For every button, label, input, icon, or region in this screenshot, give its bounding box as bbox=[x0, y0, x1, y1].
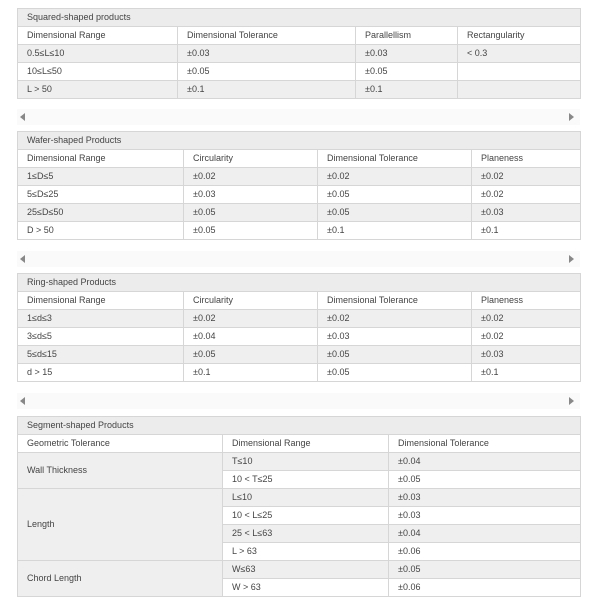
column-header: Circularity bbox=[184, 150, 318, 168]
table-cell: ±0.1 bbox=[184, 364, 318, 382]
table-cell: ±0.03 bbox=[184, 186, 318, 204]
table-cell: 10 < L≤25 bbox=[223, 507, 389, 525]
table-cell: ±0.06 bbox=[389, 579, 581, 597]
column-header: Dimensional Tolerance bbox=[318, 292, 472, 310]
group-label: Wall Thickness bbox=[18, 453, 223, 489]
table-title: Segment-shaped Products bbox=[18, 417, 581, 435]
table-cell: ±0.02 bbox=[318, 310, 472, 328]
column-header: Dimensional Range bbox=[18, 150, 184, 168]
table-cell: W > 63 bbox=[223, 579, 389, 597]
table-cell: ±0.03 bbox=[472, 346, 581, 364]
arrow-right-icon[interactable] bbox=[569, 255, 574, 263]
column-header: Dimensional Tolerance bbox=[389, 435, 581, 453]
table-title: Wafer-shaped Products bbox=[18, 132, 581, 150]
arrow-left-icon[interactable] bbox=[20, 255, 25, 263]
table-cell: ±0.02 bbox=[472, 186, 581, 204]
column-header: Dimensional Tolerance bbox=[178, 27, 356, 45]
wafer-products-table bbox=[17, 131, 581, 240]
column-header: Planeness bbox=[472, 150, 581, 168]
column-header: Dimensional Range bbox=[18, 27, 178, 45]
table-cell: ±0.03 bbox=[356, 45, 458, 63]
table-cell: 5≤D≤25 bbox=[18, 186, 184, 204]
table-cell: ±0.04 bbox=[389, 453, 581, 471]
table-cell: ±0.05 bbox=[184, 346, 318, 364]
table-cell bbox=[458, 63, 581, 81]
table-cell: ±0.1 bbox=[472, 222, 581, 240]
table-cell: 3≤d≤5 bbox=[18, 328, 184, 346]
horizontal-scrollbar[interactable] bbox=[17, 109, 580, 125]
table-cell: 25≤D≤50 bbox=[18, 204, 184, 222]
table-cell: L > 63 bbox=[223, 543, 389, 561]
arrow-left-icon[interactable] bbox=[20, 397, 25, 405]
table-cell: ±0.05 bbox=[178, 63, 356, 81]
table-cell: W≤63 bbox=[223, 561, 389, 579]
table-row bbox=[18, 310, 581, 328]
table-cell: 10 < T≤25 bbox=[223, 471, 389, 489]
table-row bbox=[18, 186, 581, 204]
table-cell: ±0.03 bbox=[389, 507, 581, 525]
table-row bbox=[18, 222, 581, 240]
table-cell: T≤10 bbox=[223, 453, 389, 471]
table-cell: D > 50 bbox=[18, 222, 184, 240]
column-header: Circularity bbox=[184, 292, 318, 310]
table-cell: 10≤L≤50 bbox=[18, 63, 178, 81]
table-row bbox=[18, 346, 581, 364]
table-row bbox=[18, 81, 581, 99]
table-cell: 1≤d≤3 bbox=[18, 310, 184, 328]
horizontal-scrollbar[interactable] bbox=[17, 393, 580, 409]
table-cell bbox=[458, 81, 581, 99]
ring-products-table bbox=[17, 273, 581, 382]
table-title: Ring-shaped Products bbox=[18, 274, 581, 292]
table-cell: 25 < L≤63 bbox=[223, 525, 389, 543]
table-cell: ±0.03 bbox=[178, 45, 356, 63]
column-header: Dimensional Range bbox=[18, 292, 184, 310]
table-row bbox=[18, 561, 581, 579]
table-row bbox=[18, 63, 581, 81]
table-cell: ±0.04 bbox=[184, 328, 318, 346]
table-cell: ±0.02 bbox=[472, 168, 581, 186]
table-cell: ±0.03 bbox=[389, 489, 581, 507]
arrow-right-icon[interactable] bbox=[569, 113, 574, 121]
table-cell: ±0.05 bbox=[318, 186, 472, 204]
table-cell: d > 15 bbox=[18, 364, 184, 382]
table-cell: 5≤d≤15 bbox=[18, 346, 184, 364]
horizontal-scrollbar[interactable] bbox=[17, 251, 580, 267]
table-cell: ±0.03 bbox=[318, 328, 472, 346]
column-header: Dimensional Tolerance bbox=[318, 150, 472, 168]
segment-products-table bbox=[17, 416, 581, 597]
table-row bbox=[18, 204, 581, 222]
table-row bbox=[18, 453, 581, 471]
group-label: Chord Length bbox=[18, 561, 223, 597]
table-title: Squared-shaped products bbox=[18, 9, 581, 27]
table-cell: ±0.03 bbox=[472, 204, 581, 222]
table-row bbox=[18, 364, 581, 382]
table-cell: L≤10 bbox=[223, 489, 389, 507]
table-cell: ±0.1 bbox=[356, 81, 458, 99]
table-cell: ±0.02 bbox=[472, 328, 581, 346]
table-row bbox=[18, 489, 581, 507]
column-header: Geometric Tolerance bbox=[18, 435, 223, 453]
table-cell: ±0.05 bbox=[318, 204, 472, 222]
table-cell: ±0.1 bbox=[318, 222, 472, 240]
table-row bbox=[18, 45, 581, 63]
table-cell: ±0.05 bbox=[356, 63, 458, 81]
column-header: Dimensional Range bbox=[223, 435, 389, 453]
table-cell: 0.5≤L≤10 bbox=[18, 45, 178, 63]
group-label: Length bbox=[18, 489, 223, 561]
table-cell: ±0.05 bbox=[318, 346, 472, 364]
column-header: Parallellism bbox=[356, 27, 458, 45]
table-cell: ±0.02 bbox=[184, 310, 318, 328]
arrow-right-icon[interactable] bbox=[569, 397, 574, 405]
table-cell: < 0.3 bbox=[458, 45, 581, 63]
table-cell: ±0.06 bbox=[389, 543, 581, 561]
table-cell: ±0.05 bbox=[389, 561, 581, 579]
table-row bbox=[18, 328, 581, 346]
table-cell: ±0.02 bbox=[184, 168, 318, 186]
squared-products-table bbox=[17, 8, 581, 99]
column-header: Rectangularity bbox=[458, 27, 581, 45]
column-header: Planeness bbox=[472, 292, 581, 310]
table-cell: L > 50 bbox=[18, 81, 178, 99]
table-cell: ±0.1 bbox=[178, 81, 356, 99]
table-row bbox=[18, 168, 581, 186]
table-cell: ±0.1 bbox=[472, 364, 581, 382]
table-cell: 1≤D≤5 bbox=[18, 168, 184, 186]
table-cell: ±0.02 bbox=[472, 310, 581, 328]
table-cell: ±0.05 bbox=[318, 364, 472, 382]
arrow-left-icon[interactable] bbox=[20, 113, 25, 121]
table-cell: ±0.04 bbox=[389, 525, 581, 543]
table-cell: ±0.02 bbox=[318, 168, 472, 186]
table-cell: ±0.05 bbox=[184, 222, 318, 240]
table-cell: ±0.05 bbox=[184, 204, 318, 222]
table-cell: ±0.05 bbox=[389, 471, 581, 489]
